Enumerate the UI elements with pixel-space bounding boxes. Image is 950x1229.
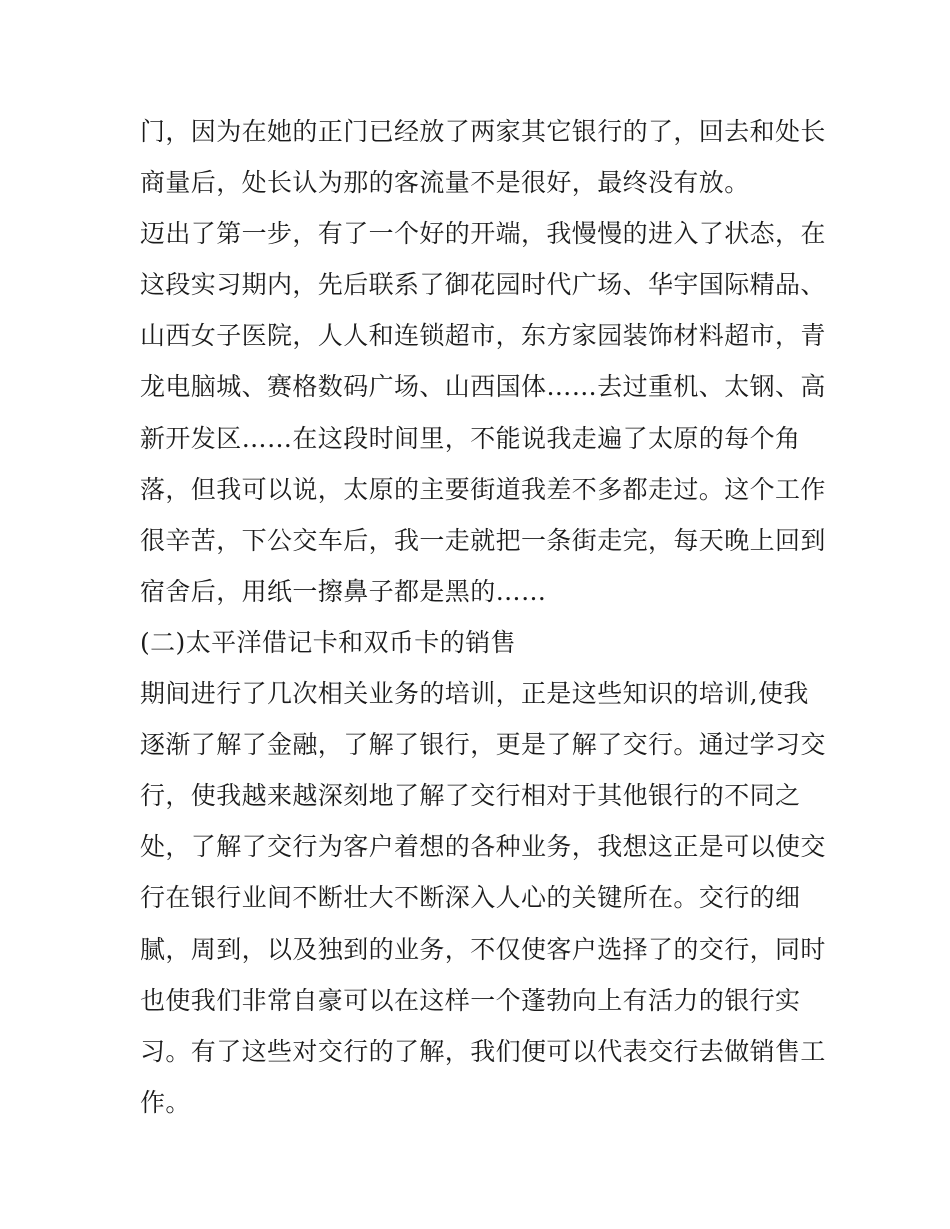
text-line: 门，因为在她的正门已经放了两家其它银行的了，回去和处长 bbox=[140, 117, 826, 146]
text-line: 商量后，处长认为那的客流量不是很好，最终没有放。 bbox=[140, 168, 750, 198]
text-line: 新开发区……在这段时间里，不能说我走遍了太原的每个角 bbox=[140, 423, 801, 453]
text-line: 习。有了这些对交行的了解，我们便可以代表交行去做销售工 bbox=[140, 1036, 826, 1066]
text-line: 迈出了第一步，有了一个好的开端，我慢慢的进入了状态，在 bbox=[140, 219, 826, 249]
text-line: 行在银行业间不断壮大不断深入人心的关键所在。交行的细 bbox=[140, 883, 801, 913]
text-line: 这段实习期内，先后联系了御花园时代广场、华宇国际精品、 bbox=[140, 270, 826, 300]
text-line: 也使我们非常自豪可以在这样一个蓬勃向上有活力的银行实 bbox=[140, 985, 801, 1015]
text-line: 落，但我可以说，太原的主要街道我差不多都走过。这个工作 bbox=[140, 474, 826, 504]
text-line: 处，了解了交行为客户着想的各种业务，我想这正是可以使交 bbox=[140, 832, 826, 862]
text-line: 龙电脑城、赛格数码广场、山西国体……去过重机、太钢、高 bbox=[140, 372, 826, 402]
text-line: 山西女子医院，人人和连锁超市，东方家园装饰材料超市，青 bbox=[140, 321, 826, 351]
text-line: 逐渐了解了金融，了解了银行，更是了解了交行。通过学习交 bbox=[140, 730, 826, 760]
text-line: 行，使我越来越深刻地了解了交行相对于其他银行的不同之 bbox=[140, 781, 801, 811]
document-body bbox=[140, 106, 826, 1128]
text-line: 期间进行了几次相关业务的培训，正是这些知识的培训,使我 bbox=[140, 679, 809, 709]
section-heading: (二)太平洋借记卡和双币卡的销售 bbox=[140, 627, 516, 657]
text-line: 腻，周到，以及独到的业务，不仅使客户选择了的交行，同时 bbox=[140, 934, 826, 964]
text-line: 作。 bbox=[140, 1087, 191, 1117]
text-line: 宿舍后，用纸一擦鼻子都是黑的…… bbox=[140, 576, 547, 606]
text-line: 很辛苦，下公交车后，我一走就把一条街走完，每天晚上回到 bbox=[140, 525, 826, 555]
